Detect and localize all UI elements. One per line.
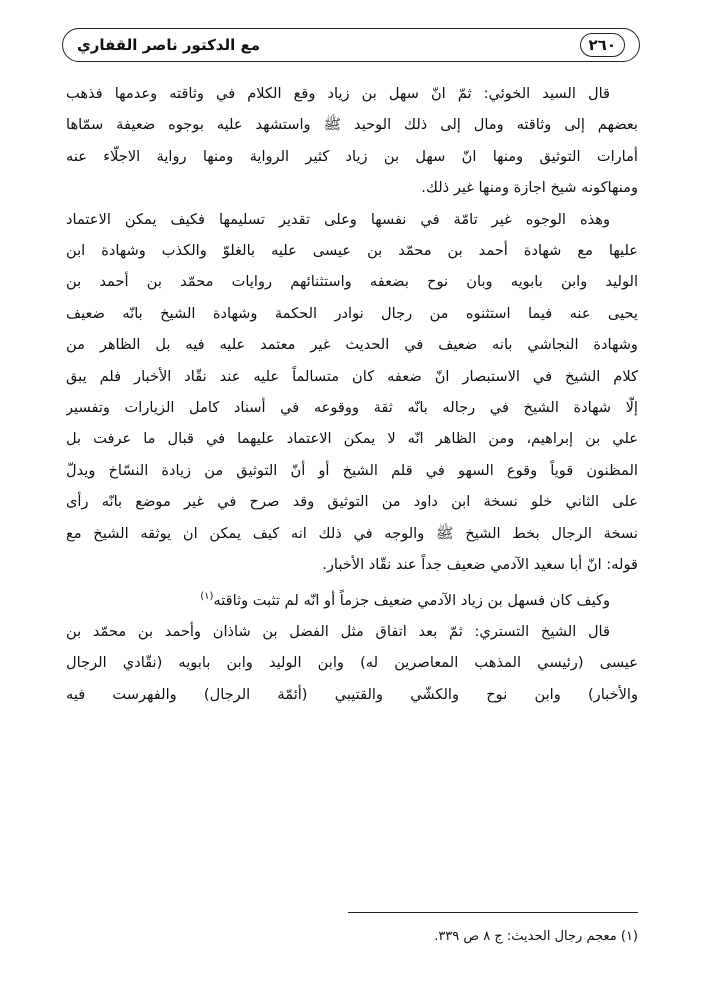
page-header <box>62 28 640 62</box>
text-line: إلّا شهادة الشيخ في رجاله بانّه ثقة ووقوعه في أسناد كامل الزيارات وتفسير <box>66 399 638 417</box>
footnote-reference: (١) <box>200 590 214 602</box>
text-line: كلام الشيخ في الاستبصار انّ ضعفه كان متسالماً عليه عند نقّاد الأخبار فلم يبق <box>66 367 638 385</box>
page-number: ٢٦٠ <box>580 33 625 57</box>
text-line: ومنهاكونه شيخ اجازة ومنها غير ذلك. <box>421 179 638 197</box>
text-line: وشهادة النجاشي بانه ضعيف في الحديث غير معتمد عليه فيه بل الظاهر من <box>66 336 638 354</box>
text-line: قوله: انّ أبا سعيد الآدمي ضعيف جداً عند نقّاد الأخبار. <box>322 556 638 574</box>
text-line: الوليد وابن بابويه وبان نوح بضعفه واستثنائهم روايات محمّد بن أحمد بن <box>66 273 638 291</box>
text-line: علي بن إبراهيم، ومن الظاهر انّه لا يمكن الاعتماد عليهما في قبال ما عرفت بل <box>66 430 638 448</box>
text-line: نسخة الرجال بخط الشيخ ﷺ والوجه في ذلك انه كيف يمكن ان يوثقه الشيخ مع <box>66 524 638 542</box>
text-line: عيسى (رئيسي المذهب المعاصرين له) وابن الوليد وابن بابويه (نقّادي الرجال <box>66 654 638 672</box>
text-line: يحيى عنه فيما استثنوه من رجال نوادر الحكمة وشهادة الشيخ بانّه ضعيف <box>66 304 638 322</box>
text-line-content: وكيف كان فسهل بن زياد الآدمي ضعيف جزماً أو انّه لم تثبت وثاقته <box>213 591 610 609</box>
text-line: وهذه الوجوه غير تامّة في نفسها وعلى تقدير تسليمها فكيف يمكن الاعتماد <box>66 210 610 228</box>
text-line: عليها مع شهادة أحمد بن محمّد بن عيسى عليه بالغلوّ والكذب وشهادة ابن <box>66 242 638 260</box>
text-line <box>66 581 638 616</box>
text-line: المظنون قوياً وقوع السهو في قلم الشيخ أو أنّ التوثيق من زيادة النسّاخ ويدلّ <box>66 461 638 479</box>
main-text <box>66 78 638 710</box>
text-line: على الثاني خلو نسخة ابن داود من التوثيق وقد صرح في غير موضع بانّه رأى <box>66 493 638 511</box>
text-line: بعضهم إلى وثاقته ومال إلى ذلك الوحيد ﷺ واستشهد عليه بوجوه ضعيفة سمّاها <box>66 116 638 134</box>
footnote-divider <box>348 912 638 913</box>
text-line: قال الشيخ التستري: ثمّ بعد اتفاق مثل الفضل بن شاذان وأحمد بن محمّد بن <box>66 622 610 640</box>
text-line: أمارات التوثيق ومنها انّ سهل بن زياد كثير الرواية ومنها رواية الاجلّاء عنه <box>66 147 638 165</box>
footnote: (١) معجم رجال الحديث: ج ٨ ص ٣٣٩. <box>434 929 638 944</box>
running-title: مع الدكتور ناصر القفاري <box>77 36 260 54</box>
text-line: قال السيد الخوئي: ثمّ انّ سهل بن زياد وقع الكلام في وثاقته وعدمها فذهب <box>66 85 610 102</box>
text-line: والأخبار) وابن نوح والكشّي والقتيبي (أئمّة الرجال) والفهرست فيه <box>66 685 638 703</box>
